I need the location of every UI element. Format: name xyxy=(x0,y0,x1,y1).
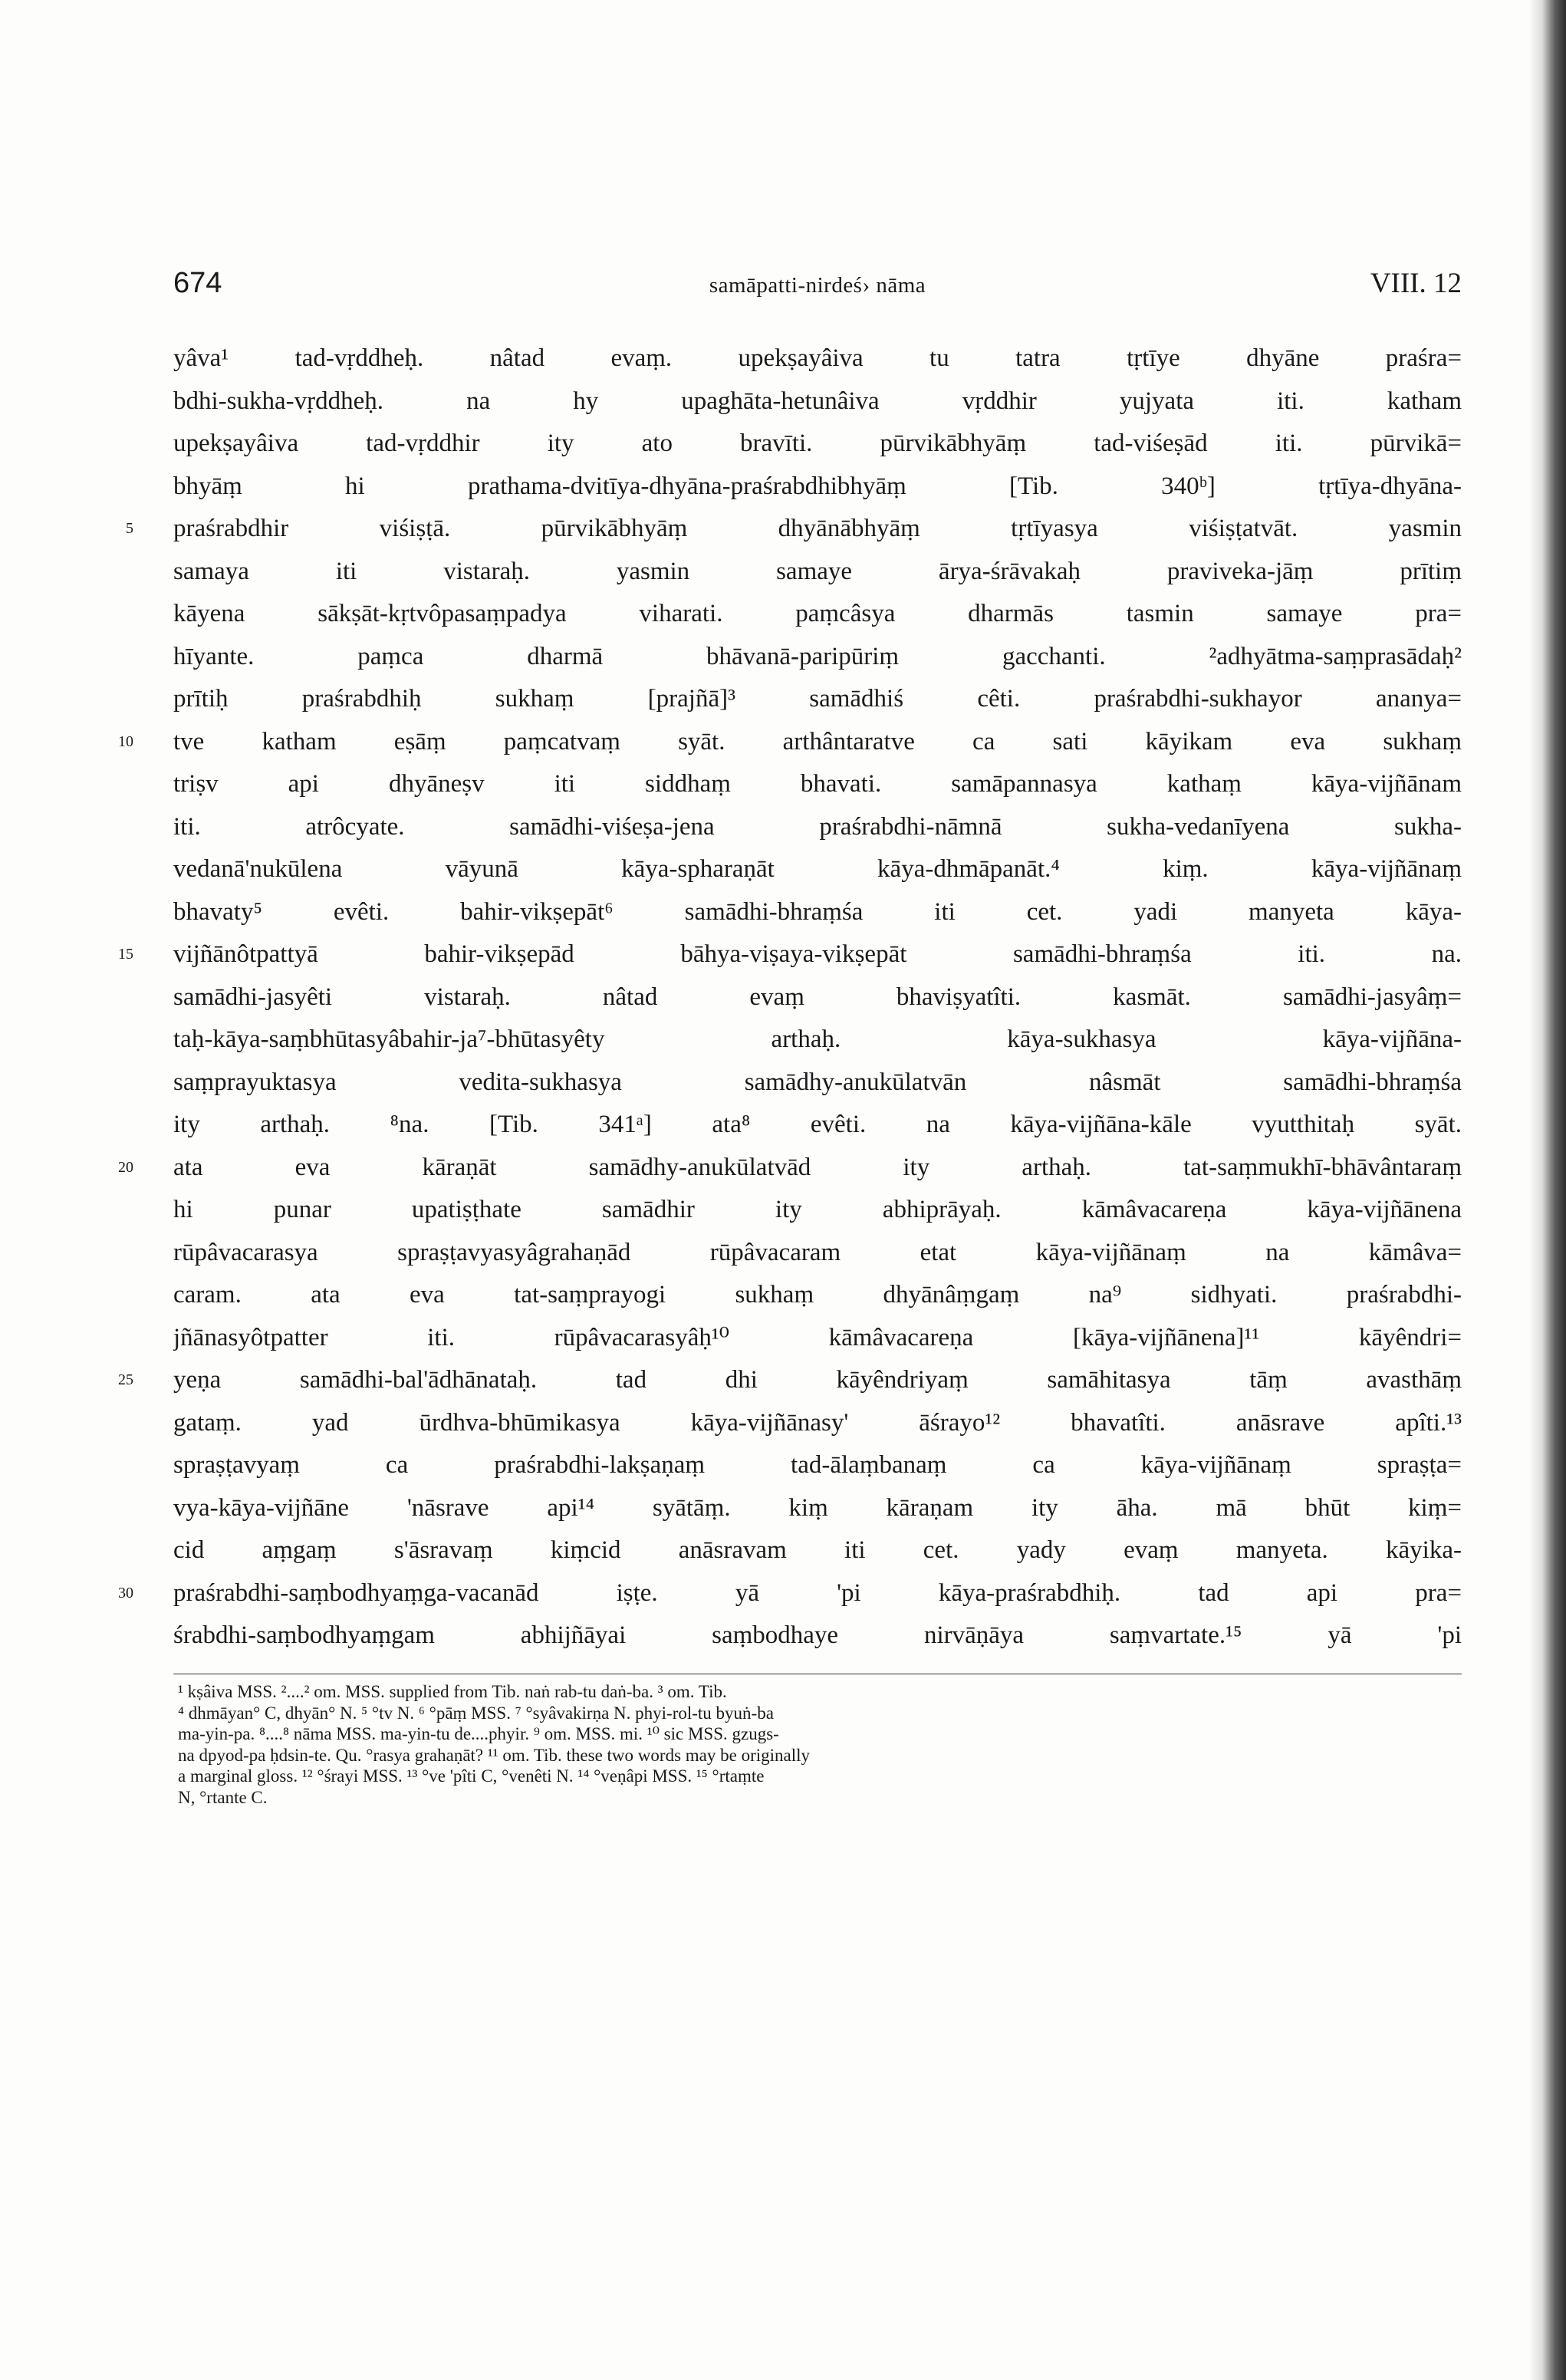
text-line xyxy=(173,636,1462,679)
text-line xyxy=(173,1104,1462,1147)
line-text: gataṃ. yad ūrdhva-bhūmikasya kāya-vijñānasy' āśrayo¹² bhavatîti. anāsrave apîti.¹³ xyxy=(173,1408,1462,1437)
text-line xyxy=(173,1317,1462,1360)
text-line xyxy=(173,678,1462,721)
text-line xyxy=(173,1615,1462,1657)
text-line xyxy=(118,1572,1462,1615)
scan-edge-shadow xyxy=(1529,0,1566,2380)
line-number: 10 xyxy=(118,732,133,750)
line-text: ata eva kāraṇāt samādhy-anukūlatvād ity arthaḥ. tat-saṃmukhī-bhāvântaraṃ xyxy=(173,1153,1462,1181)
text-line xyxy=(118,1147,1462,1190)
section-number: VIII. 12 xyxy=(1370,268,1462,299)
line-text: iti. atrôcyate. samādhi-viśeṣa-jena praśrabdhi-nāmnā sukha-vedanīyena sukha- xyxy=(173,812,1462,841)
text-line xyxy=(173,806,1462,849)
line-text: vya-kāya-vijñāne 'nāsrave api¹⁴ syātāṃ. kiṃ kāraṇam ity āha. mā bhūt kiṃ= xyxy=(173,1493,1462,1522)
line-text: upekṣayâiva tad-vṛddhir ity ato bravīti. pūrvikābhyāṃ tad-viśeṣād iti. pūrvikā= xyxy=(173,430,1462,457)
line-text: śrabdhi-saṃbodhyaṃgam abhijñāyai saṃbodhaye nirvāṇāya saṃvartate.¹⁵ yā 'pi xyxy=(173,1621,1462,1649)
text-line xyxy=(118,933,1462,976)
line-number: 25 xyxy=(118,1371,133,1388)
text-line xyxy=(173,337,1462,380)
footnote-line: ⁴ dhmāyan° C, dhyān° N. ⁵ °tv N. ⁶ °pāṃ MSS. ⁷ °syâvakirṇa N. phyi-rol-tu byuṅ-ba xyxy=(178,1703,774,1723)
text-line xyxy=(173,1189,1462,1232)
line-text: tve katham eṣāṃ paṃcatvaṃ syāt. arthântaratve ca sati kāyikam eva sukhaṃ xyxy=(173,727,1462,755)
line-text: caram. ata eva tat-saṃprayogi sukhaṃ dhyānâṃgaṃ na⁹ sidhyati. praśrabdhi- xyxy=(173,1281,1462,1309)
text-line xyxy=(173,1274,1462,1317)
line-text: vedanā'nukūlena vāyunā kāya-spharaṇāt kāya-dhmāpanāt.⁴ kiṃ. kāya-vijñānaṃ xyxy=(173,855,1462,883)
text-line xyxy=(173,1487,1462,1530)
line-number: 15 xyxy=(118,946,133,963)
text-line xyxy=(173,380,1462,423)
footnote-line: ma-yin-pa. ⁸....⁸ nāma MSS. ma-yin-tu de....phyir. ⁹ om. MSS. mi. ¹⁰ sic MSS. gzugs- xyxy=(178,1724,779,1743)
line-text: prītiḥ praśrabdhiḥ sukhaṃ [prajñā]³ samādhiś cêti. praśrabdhi-sukhayor ananya= xyxy=(173,685,1462,713)
running-title: samāpatti-nirdeś› nāma xyxy=(709,273,926,298)
text-line xyxy=(173,1444,1462,1487)
text-line xyxy=(173,1232,1462,1275)
footnotes xyxy=(178,1681,1462,1808)
line-text: cid aṃgaṃ s'āsravaṃ kiṃcid anāsravam iti cet. yady evaṃ manyeta. kāyika- xyxy=(173,1536,1462,1564)
line-number: 20 xyxy=(118,1158,133,1176)
text-line xyxy=(173,466,1462,509)
line-text: hi punar upatiṣṭhate samādhir ity abhiprāyaḥ. kāmâvacareṇa kāya-vijñānena xyxy=(173,1196,1462,1223)
line-text: bdhi-sukha-vṛddheḥ. na hy upaghāta-hetunâiva vṛddhir yujyata iti. katham xyxy=(173,387,1462,415)
text-line xyxy=(173,976,1462,1019)
text-line xyxy=(118,1359,1462,1402)
footnote-line: na dpyod-pa ḥdsin-te. Qu. °rasya grahaṇāt? ¹¹ om. Tib. these two words may be originally xyxy=(178,1745,811,1765)
text-line xyxy=(118,721,1462,764)
line-text: triṣv api dhyāneṣv iti siddhaṃ bhavati. samāpannasya kathaṃ kāya-vijñānam xyxy=(173,770,1462,798)
page-number: 674 xyxy=(173,267,222,299)
text-line xyxy=(173,551,1462,594)
text-line xyxy=(173,891,1462,934)
main-text xyxy=(118,337,1462,1657)
line-text: praśrabdhi-saṃbodhyaṃga-vacanād iṣṭe. yā 'pi kāya-praśrabdhiḥ. tad api pra= xyxy=(173,1578,1462,1607)
footnote-line: N, °rtante C. xyxy=(178,1787,268,1807)
line-number: 5 xyxy=(126,520,133,537)
line-text: yâva¹ tad-vṛddheḥ. nâtad evaṃ. upekṣayâiva tu tatra tṛtīye dhyāne praśra= xyxy=(173,344,1462,372)
footnote-line: a marginal gloss. ¹² °śrayi MSS. ¹³ °ve 'pîti C, °venêti N. ¹⁴ °veṇâpi MSS. ¹⁵ °rtaṃte xyxy=(178,1766,765,1786)
text-line xyxy=(173,423,1462,466)
footnote-line: ¹ kṣâiva MSS. ²....² om. MSS. supplied from Tib. naṅ rab-tu daṅ-ba. ³ om. Tib. xyxy=(178,1682,727,1701)
line-number: 30 xyxy=(118,1584,133,1601)
line-text: taḥ-kāya-saṃbhūtasyâbahir-ja⁷-bhūtasyêty arthaḥ. kāya-sukhasya kāya-vijñāna- xyxy=(173,1025,1462,1053)
line-text: hīyante. paṃca dharmā bhāvanā-paripūriṃ gacchanti. ²adhyātma-saṃprasādaḥ² xyxy=(173,642,1462,670)
line-text: ity arthaḥ. ⁸na. [Tib. 341ᵃ] ata⁸ evêti. na kāya-vijñāna-kāle vyutthitaḥ syāt. xyxy=(173,1111,1462,1138)
line-text: samādhi-jasyêti vistaraḥ. nâtad evaṃ bhaviṣyatîti. kasmāt. samādhi-jasyâṃ= xyxy=(173,983,1462,1011)
line-text: samaya iti vistaraḥ. yasmin samaye ārya-śrāvakaḥ praviveka-jāṃ prītiṃ xyxy=(173,557,1462,585)
line-text: yeṇa samādhi-bal'ādhānataḥ. tad dhi kāyêndriyaṃ samāhitasya tāṃ avasthāṃ xyxy=(173,1366,1462,1394)
line-text: bhavaty⁵ evêti. bahir-vikṣepāt⁶ samādhi-bhraṃśa iti cet. yadi manyeta kāya- xyxy=(173,897,1462,926)
line-text: rūpâvacarasya spraṣṭavyasyâgrahaṇād rūpâvacaram etat kāya-vijñānaṃ na kāmâva= xyxy=(173,1238,1462,1266)
line-text: vijñānôtpattyā bahir-vikṣepād bāhya-viṣaya-vikṣepāt samādhi-bhraṃśa iti. na. xyxy=(173,940,1462,968)
text-line xyxy=(173,1019,1462,1062)
text-line xyxy=(173,1529,1462,1572)
text-line xyxy=(173,848,1462,891)
text-line xyxy=(173,763,1462,806)
line-text: spraṣṭavyaṃ ca praśrabdhi-lakṣaṇaṃ tad-ālaṃbanaṃ ca kāya-vijñānaṃ spraṣṭa= xyxy=(173,1451,1462,1479)
line-text: jñānasyôtpatter iti. rūpâvacarasyâḥ¹⁰ kāmâvacareṇa [kāya-vijñānena]¹¹ kāyêndri= xyxy=(173,1323,1462,1351)
text-line xyxy=(173,1062,1462,1104)
running-head xyxy=(173,267,1462,313)
text-line xyxy=(173,593,1462,636)
text-line xyxy=(173,1402,1462,1445)
line-text: kāyena sākṣāt-kṛtvôpasaṃpadya viharati. paṃcâsya dharmās tasmin samaye pra= xyxy=(173,600,1462,627)
line-text: saṃprayuktasya vedita-sukhasya samādhy-anukūlatvān nâsmāt samādhi-bhraṃśa xyxy=(173,1068,1462,1096)
text-line xyxy=(126,508,1462,551)
line-text: bhyāṃ hi prathama-dvitīya-dhyāna-praśrabdhibhyāṃ [Tib. 340ᵇ] tṛtīya-dhyāna- xyxy=(173,472,1462,500)
line-text: praśrabdhir viśiṣṭā. pūrvikābhyāṃ dhyānābhyāṃ tṛtīyasya viśiṣṭatvāt. yasmin xyxy=(173,515,1462,542)
